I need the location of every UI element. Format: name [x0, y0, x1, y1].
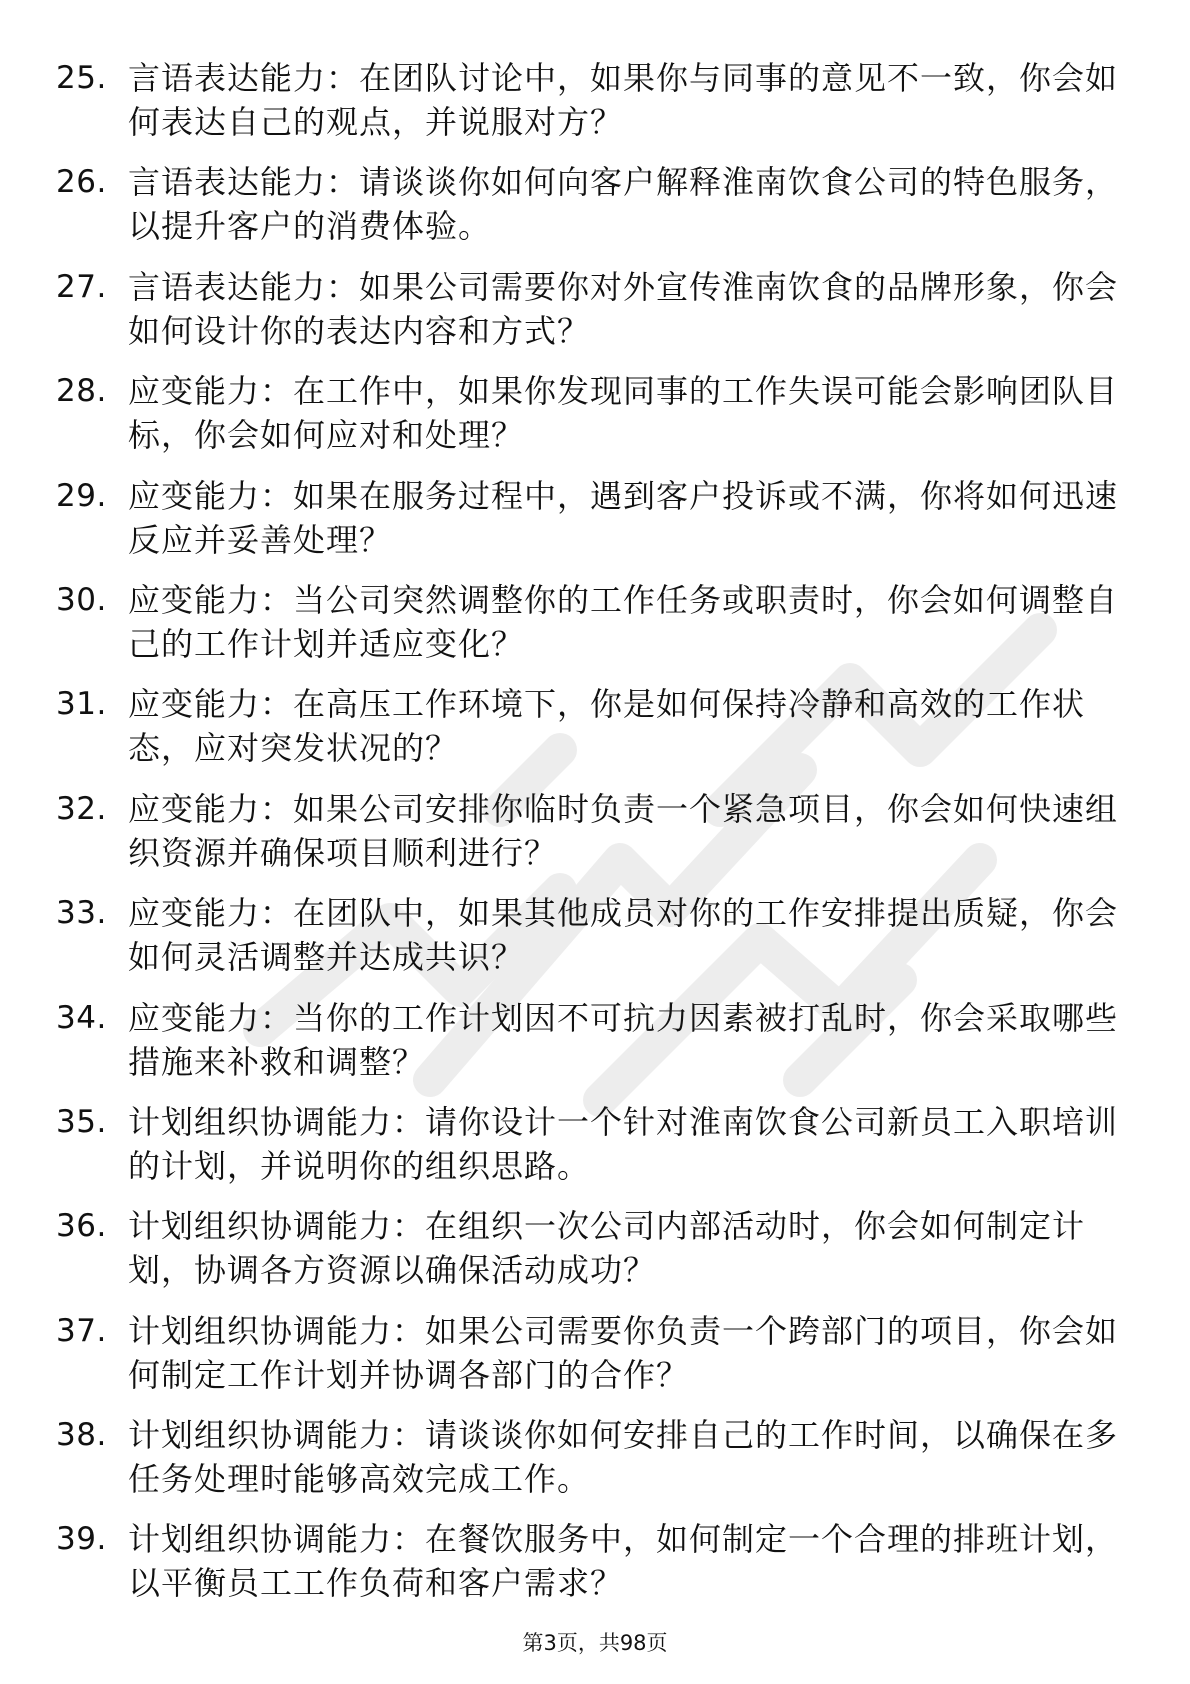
question-text: 言语表达能力：如果公司需要你对外宣传淮南饮食的品牌形象，你会如何设计你的表达内容和方式？	[128, 267, 1119, 350]
question-text: 计划组织协调能力：如果公司需要你负责一个跨部门的项目，你会如何制定工作计划并协调各部门的合作？	[128, 1311, 1119, 1394]
question-number: 30.	[56, 581, 107, 618]
question-number: 34.	[56, 999, 107, 1036]
question-number: 33.	[56, 895, 107, 932]
question-number: 36.	[56, 1208, 107, 1245]
list-item	[56, 1407, 1119, 1511]
list-item	[56, 1198, 1116, 1302]
question-text: 计划组织协调能力：在组织一次公司内部活动时，你会如何制定计划，协调各方资源以确保活动成功？	[128, 1207, 1086, 1290]
page-footer: 第3页，共98页	[522, 1631, 668, 1655]
list-item	[56, 781, 1119, 885]
question-number: 38.	[56, 1417, 107, 1454]
question-text: 应变能力：在工作中，如果你发现同事的工作失误可能会影响团队目标，你会如何应对和处理？	[128, 372, 1119, 455]
list-item	[56, 676, 1116, 780]
question-text: 言语表达能力：在团队讨论中，如果你与同事的意见不一致，你会如何表达自己的观点，并说服对方？	[128, 59, 1119, 141]
question-text: 言语表达能力：请谈谈你如何向客户解释淮南饮食公司的特色服务，以提升客户的消费体验。	[128, 163, 1119, 246]
question-number: 39.	[56, 1521, 107, 1558]
question-text: 应变能力：在高压工作环境下，你是如何保持冷静和高效的工作状态，应对突发状况的？	[128, 685, 1086, 768]
question-number: 35.	[56, 1103, 107, 1140]
question-number: 27.	[56, 268, 107, 305]
question-text: 应变能力：如果公司安排你临时负责一个紧急项目，你会如何快速组织资源并确保项目顺利进行？	[128, 789, 1119, 872]
list-item	[56, 990, 1119, 1094]
question-number: 32.	[56, 790, 107, 827]
list-item	[56, 1511, 1119, 1615]
question-text: 应变能力：在团队中，如果其他成员对你的工作安排提出质疑，你会如何灵活调整并达成共识？	[128, 894, 1119, 977]
list-item	[56, 468, 1119, 572]
list-item	[56, 885, 1119, 989]
question-text: 应变能力：如果在服务过程中，遇到客户投诉或不满，你将如何迅速反应并妥善处理？	[128, 476, 1119, 559]
question-number: 26.	[56, 164, 107, 201]
list-item	[56, 363, 1119, 467]
question-text: 计划组织协调能力：请谈谈你如何安排自己的工作时间，以确保在多任务处理时能够高效完成工作。	[128, 1416, 1119, 1499]
question-text: 应变能力：当公司突然调整你的工作任务或职责时，你会如何调整自己的工作计划并适应变化？	[128, 580, 1119, 663]
question-number: 25.	[56, 60, 107, 96]
question-number: 31.	[56, 686, 107, 723]
question-number: 37.	[56, 1312, 107, 1349]
question-text: 应变能力：当你的工作计划因不可抗力因素被打乱时，你会采取哪些措施来补救和调整？	[128, 998, 1119, 1081]
question-text: 计划组织协调能力：请你设计一个针对淮南饮食公司新员工入职培训的计划，并说明你的组织思路。	[128, 1102, 1119, 1185]
question-list	[56, 50, 1119, 1616]
list-item	[56, 154, 1119, 258]
list-item	[56, 259, 1119, 363]
list-item	[56, 572, 1119, 676]
question-text: 计划组织协调能力：在餐饮服务中，如何制定一个合理的排班计划，以平衡员工工作负荷和客户需求？	[128, 1520, 1119, 1603]
question-number: 28.	[56, 373, 107, 410]
question-number: 29.	[56, 477, 107, 514]
list-item	[56, 50, 1119, 154]
list-item	[56, 1094, 1119, 1198]
list-item	[56, 1303, 1119, 1407]
